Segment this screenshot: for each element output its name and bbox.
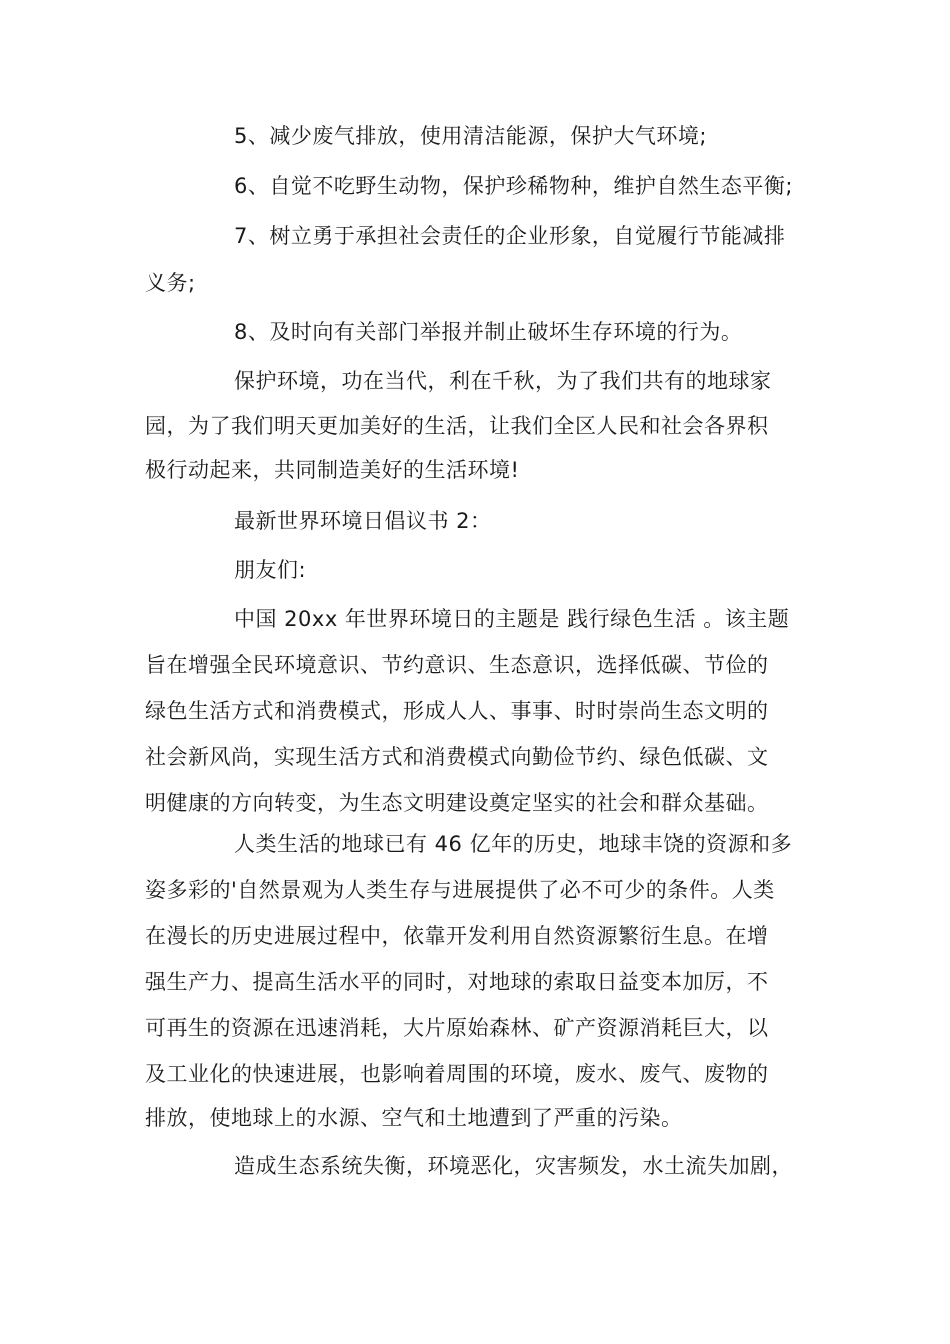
history-paragraph-line: 及工业化的快速进展，也影响着周围的环境，废水、废气、废物的 [145,1062,769,1086]
theme-paragraph-line: 社会新风尚，实现生活方式和消费模式向勤俭节约、绿色低碳、文 [145,745,769,769]
list-item-5: 5、减少废气排放，使用清洁能源，保护大气环境; [234,124,707,148]
closing-paragraph-line: 保护环境，功在当代，利在千秋，为了我们共有的地球家 [234,369,772,393]
consequence-paragraph-line: 造成生态系统失衡，环境恶化，灾害频发，水土流失加剧， [234,1154,793,1178]
closing-paragraph-line: 园，为了我们明天更加美好的生活，让我们全区人民和社会各界积 [145,414,769,438]
list-item-7-continued: 义务; [145,271,196,295]
history-paragraph-line: 在漫长的历史进展过程中，依靠开发利用自然资源繁衍生息。在增 [145,924,769,948]
history-paragraph-line: 排放，使地球上的水源、空气和土地遭到了严重的污染。 [145,1106,683,1130]
history-paragraph-line: 可再生的资源在迅速消耗，大片原始森林、矿产资源消耗巨大，以 [145,1016,769,1040]
closing-paragraph-line: 极行动起来，共同制造美好的生活环境! [145,458,520,482]
section-heading: 最新世界环境日倡议书 2： [234,509,492,533]
history-paragraph-line: 强生产力、提高生活水平的同时，对地球的索取日益变本加厉，不 [145,970,769,994]
list-item-6: 6、自觉不吃野生动物，保护珍稀物种，维护自然生态平衡; [234,174,793,198]
theme-paragraph-line: 绿色生活方式和消费模式，形成人人、事事、时时崇尚生态文明的 [145,699,769,723]
theme-paragraph-line: 中国 20xx 年世界环境日的主题是 践行绿色生活 。该主题 [234,607,790,631]
theme-paragraph-line: 明健康的方向转变，为生态文明建设奠定坚实的社会和群众基础。 [145,791,769,815]
list-item-7: 7、树立勇于承担社会责任的企业形象，自觉履行节能减排 [234,224,786,248]
history-paragraph-line: 姿多彩的'自然景观为人类生存与进展提供了必不可少的条件。人类 [145,878,775,902]
theme-paragraph-line: 旨在增强全民环境意识、节约意识、生态意识，选择低碳、节俭的 [145,653,769,677]
salutation: 朋友们: [234,558,307,582]
list-item-8: 8、及时向有关部门举报并制止破坏生存环境的行为。 [234,320,743,344]
history-paragraph-line: 人类生活的地球已有 46 亿年的历史，地球丰饶的资源和多 [234,832,793,856]
